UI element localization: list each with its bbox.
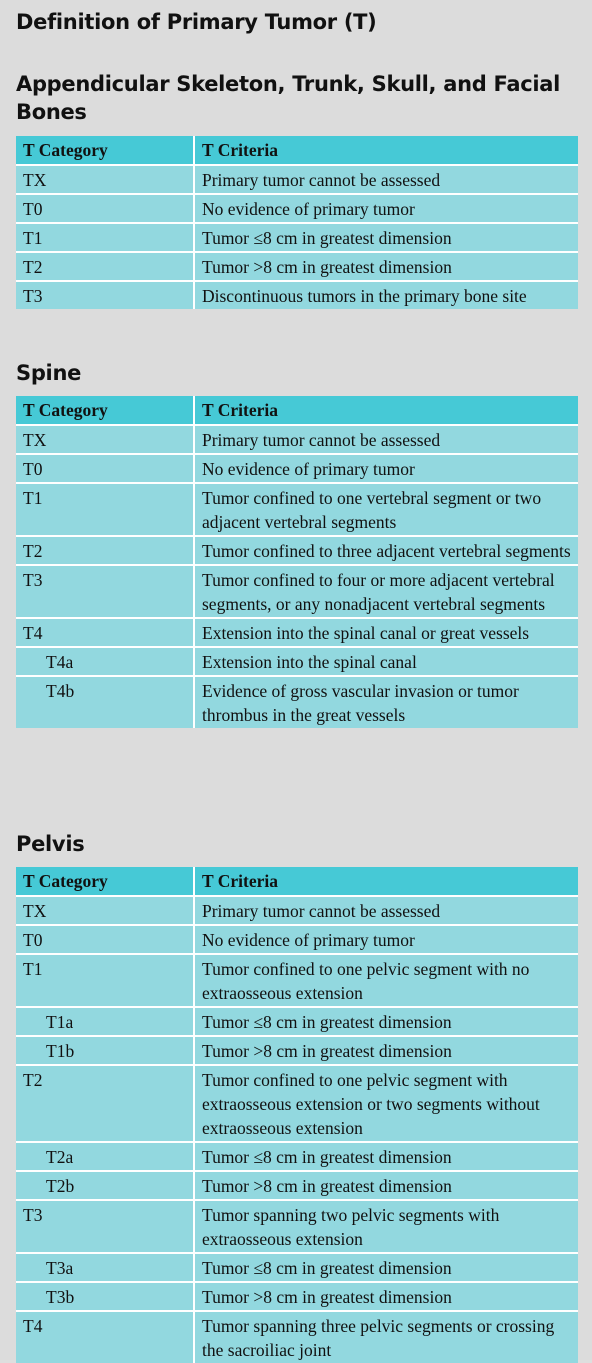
row-criteria: No evidence of primary tumor [194, 194, 578, 223]
table-row [16, 1171, 578, 1200]
row-category: T1 [16, 483, 194, 536]
row-criteria: Tumor ≤8 cm in greatest dimension [194, 1142, 578, 1171]
table-row [16, 1253, 578, 1282]
row-category: T3 [16, 281, 194, 309]
row-criteria: Tumor >8 cm in greatest dimension [194, 252, 578, 281]
row-criteria: Discontinuous tumors in the primary bone site [194, 281, 578, 309]
row-criteria: Tumor confined to four or more adjacent vertebral segments, or any nonadjacent vertebral segments [194, 565, 578, 618]
row-category: TX [16, 896, 194, 925]
row-criteria: Tumor spanning three pelvic segments or crossing the sacroiliac joint [194, 1311, 578, 1363]
row-category: T1 [16, 223, 194, 252]
row-criteria: Primary tumor cannot be assessed [194, 896, 578, 925]
table-pelvis [16, 867, 578, 1363]
row-criteria: Tumor >8 cm in greatest dimension [194, 1036, 578, 1065]
table-row [16, 425, 578, 454]
row-category: T1b [16, 1036, 194, 1065]
row-category: TX [16, 165, 194, 194]
table-row [16, 1200, 578, 1253]
row-category: T3a [16, 1253, 194, 1282]
table-row [16, 536, 578, 565]
table-row [16, 1282, 578, 1311]
section-heading-pelvis: Pelvis [16, 832, 85, 856]
row-criteria: Tumor >8 cm in greatest dimension [194, 1171, 578, 1200]
table-row [16, 896, 578, 925]
row-criteria: Tumor >8 cm in greatest dimension [194, 1282, 578, 1311]
row-category: T4a [16, 647, 194, 676]
row-criteria: Tumor confined to one pelvic segment with extraosseous extension or two segments without extraosseous extension [194, 1065, 578, 1142]
column-header-criteria: T Criteria [194, 136, 578, 165]
table-row [16, 454, 578, 483]
table-row [16, 252, 578, 281]
row-category: T0 [16, 194, 194, 223]
row-category: T2a [16, 1142, 194, 1171]
table-row [16, 1142, 578, 1171]
section-heading-spine: Spine [16, 361, 82, 385]
row-category: T1a [16, 1007, 194, 1036]
row-criteria: Tumor ≤8 cm in greatest dimension [194, 1253, 578, 1282]
table-header-row [16, 867, 578, 896]
row-criteria: Primary tumor cannot be assessed [194, 165, 578, 194]
table-row [16, 165, 578, 194]
table-row [16, 1036, 578, 1065]
row-category: TX [16, 425, 194, 454]
table-row [16, 954, 578, 1007]
page-title: Definition of Primary Tumor (T) [16, 10, 377, 34]
table-row [16, 618, 578, 647]
column-header-criteria: T Criteria [194, 867, 578, 896]
row-criteria: Tumor ≤8 cm in greatest dimension [194, 1007, 578, 1036]
table-row [16, 925, 578, 954]
column-header-criteria: T Criteria [194, 396, 578, 425]
column-header-category: T Category [16, 136, 194, 165]
table-row [16, 676, 578, 728]
row-criteria: No evidence of primary tumor [194, 925, 578, 954]
row-category: T4b [16, 676, 194, 728]
table-row [16, 1065, 578, 1142]
row-category: T3 [16, 1200, 194, 1253]
row-category: T0 [16, 454, 194, 483]
row-criteria: Tumor confined to three adjacent vertebral segments [194, 536, 578, 565]
table-appendicular [16, 136, 578, 309]
section-heading-appendicular: Appendicular Skeleton, Trunk, Skull, and Facial Bones [16, 72, 561, 124]
row-criteria: No evidence of primary tumor [194, 454, 578, 483]
table-row [16, 281, 578, 309]
table-spine [16, 396, 578, 728]
column-header-category: T Category [16, 396, 194, 425]
table-row [16, 565, 578, 618]
row-criteria: Extension into the spinal canal [194, 647, 578, 676]
row-category: T4 [16, 1311, 194, 1363]
row-criteria: Tumor confined to one pelvic segment with no extraosseous extension [194, 954, 578, 1007]
table-row [16, 1311, 578, 1363]
table-row [16, 194, 578, 223]
table-row [16, 223, 578, 252]
row-category: T2 [16, 536, 194, 565]
row-category: T4 [16, 618, 194, 647]
row-criteria: Tumor confined to one vertebral segment or two adjacent vertebral segments [194, 483, 578, 536]
table-row [16, 1007, 578, 1036]
column-header-category: T Category [16, 867, 194, 896]
table-header-row [16, 396, 578, 425]
row-category: T2b [16, 1171, 194, 1200]
row-criteria: Evidence of gross vascular invasion or tumor thrombus in the great vessels [194, 676, 578, 728]
row-category: T1 [16, 954, 194, 1007]
row-category: T0 [16, 925, 194, 954]
row-criteria: Tumor spanning two pelvic segments with extraosseous extension [194, 1200, 578, 1253]
table-row [16, 483, 578, 536]
table-header-row [16, 136, 578, 165]
row-criteria: Tumor ≤8 cm in greatest dimension [194, 223, 578, 252]
row-category: T2 [16, 1065, 194, 1142]
row-category: T2 [16, 252, 194, 281]
row-category: T3 [16, 565, 194, 618]
row-criteria: Extension into the spinal canal or great vessels [194, 618, 578, 647]
table-row [16, 647, 578, 676]
row-criteria: Primary tumor cannot be assessed [194, 425, 578, 454]
row-category: T3b [16, 1282, 194, 1311]
